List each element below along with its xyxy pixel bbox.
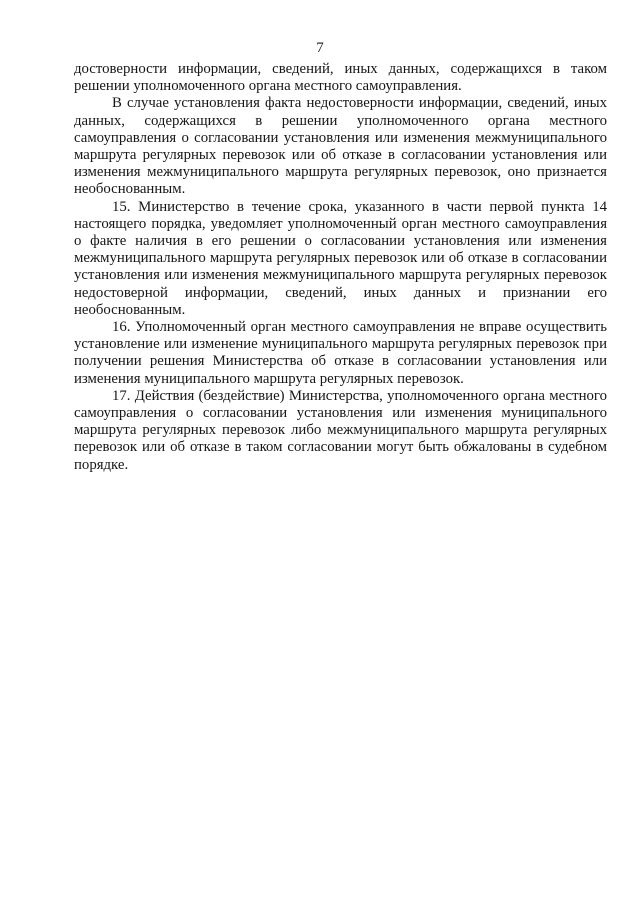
page-number: 7 [316, 40, 324, 56]
paragraph-item-16: 16. Уполномоченный орган местного самоуправления не вправе осуществить установление или изменение муниципального маршрута регулярных перевозок при получении решения Министерства об отказе в согласовании установления или изменения муниципального маршрута регулярных перевозок. [74, 319, 607, 387]
paragraph-invalid-decision: В случае установления факта недостоверности информации, сведений, иных данных, содержащихся в решении уполномоченного органа местного самоуправления о согласовании установления или изменения межмуниципального маршрута регулярных перевозок или об отказе в согласовании установления или изменения межмуниципального маршрута регулярных перевозок, оно признается необоснованным. [74, 95, 607, 198]
document-body [74, 61, 607, 474]
paragraph-item-15: 15. Министерство в течение срока, указанного в части первой пункта 14 настоящего порядка, уведомляет уполномоченный орган местного самоуправления о факте наличия в его решении о согласовании установления или изменения межмуниципального маршрута регулярных перевозок или об отказе в согласовании установления или изменения межмуниципального маршрута регулярных перевозок недостоверной информации, сведений, иных данных и признании его необоснованным. [74, 198, 607, 318]
paragraph-item-17: 17. Действия (бездействие) Министерства, уполномоченного органа местного самоуправления о согласовании установления или изменения муниципального маршрута регулярных перевозок либо межмуниципального маршрута регулярных перевозок или об отказе в таком согласовании могут быть обжалованы в судебном порядке. [74, 387, 607, 473]
paragraph-continuation: достоверности информации, сведений, иных данных, содержащихся в таком решении уполномоченного органа местного самоуправления. [74, 61, 607, 95]
